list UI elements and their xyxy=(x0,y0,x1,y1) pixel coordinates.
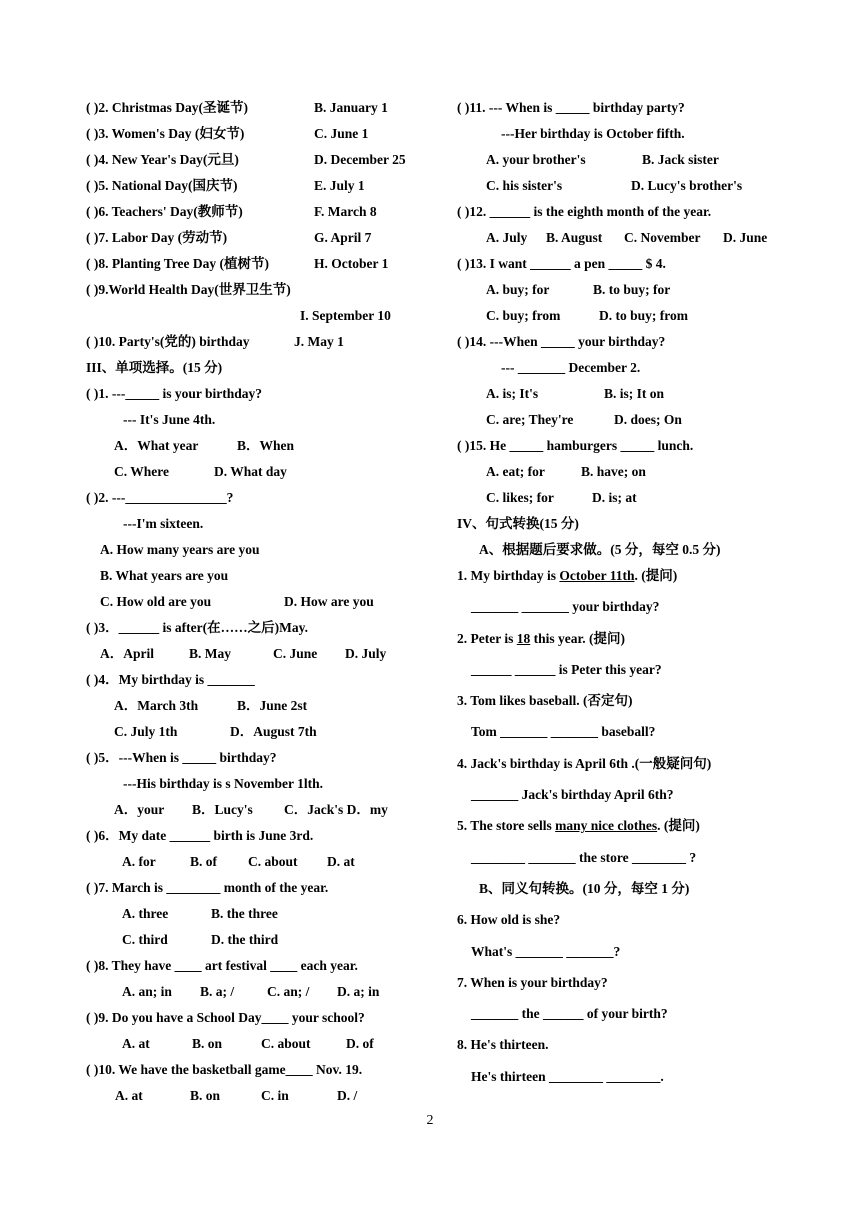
question-12: ( )12. ______ is the eighth month of the year. xyxy=(457,204,712,219)
question-13-options-ab: A. buy; for B. to buy; for xyxy=(486,282,671,297)
matching-item xyxy=(86,228,431,254)
question-5-options: A．your B．Lucy's C．Jack's D．my xyxy=(114,802,388,817)
matching-item-date: C. June 1 xyxy=(314,126,369,141)
transform-3: 3. Tom likes baseball. (否定句) xyxy=(457,693,633,709)
transform-5-answer: ________ _______ the store ________ ? xyxy=(471,849,697,865)
question-11-dialogue: ---Her birthday is October fifth. xyxy=(501,126,685,141)
question-7: ( )7. March is ________ month of the year. xyxy=(86,880,329,895)
right-column xyxy=(457,98,787,1098)
matching-item-date: H. October 1 xyxy=(314,256,389,271)
question-7-options-ab: A. three B. the three xyxy=(122,906,278,921)
question-9-options: A. at B. on C. about D. of xyxy=(122,1036,374,1051)
question-2-option-a: A. How many years are you xyxy=(100,542,260,557)
transform-1: 1. My birthday is October 11th. (提问) xyxy=(457,568,678,583)
matching-item-holiday: ( )7. Labor Day (劳动节) xyxy=(86,230,228,245)
matching-item-holiday: ( )9.World Health Day(世界卫生节) xyxy=(86,282,291,297)
matching-item xyxy=(86,202,431,228)
matching-item-date: B. January 1 xyxy=(314,100,388,115)
question-11: ( )11. --- When is _____ birthday party? xyxy=(457,100,685,115)
question-8-options: A. an; in B. a; / C. an; / D. a; in xyxy=(122,984,380,999)
question-14-options-cd: C. are; They're D. does; On xyxy=(486,412,682,427)
section-3-title: III、单项选择。(15 分) xyxy=(86,360,223,375)
question-2-option-b: B. What years are you xyxy=(100,568,229,583)
transform-8: 8. He's thirteen. xyxy=(457,1037,549,1053)
matching-item-date: E. July 1 xyxy=(314,178,365,193)
question-15-options-ab: A. eat; for B. have; on xyxy=(486,464,646,479)
question-11-options-cd: C. his sister's D. Lucy's brother's xyxy=(486,178,743,193)
transform-4-answer: _______ Jack's birthday April 6th? xyxy=(471,787,674,803)
question-15: ( )15. He _____ hamburgers _____ lunch. xyxy=(457,438,694,453)
question-2: ( )2. ---_______________? xyxy=(86,490,234,505)
question-5: ( )5．---When is _____ birthday? xyxy=(86,750,277,765)
question-6: ( )6．My date ______ birth is June 3rd. xyxy=(86,828,314,843)
transform-3-answer: Tom _______ _______ baseball? xyxy=(471,724,656,740)
matching-item-10: ( )10. Party's(党的) birthday J. May 1 xyxy=(86,334,344,349)
question-7-options-cd: C. third D. the third xyxy=(122,932,279,947)
matching-item xyxy=(86,280,431,306)
transform-7-answer: _______ the ______ of your birth? xyxy=(471,1006,668,1022)
question-3: ( )3．______ is after(在……之后)May. xyxy=(86,620,308,635)
transform-5: 5. The store sells many nice clothes. (提问) xyxy=(457,818,700,834)
question-1-options-ab: A．What year B．When xyxy=(114,438,295,453)
matching-list xyxy=(86,98,431,306)
transform-6: 6. How old is she? xyxy=(457,912,561,928)
question-10: ( )10. We have the basketball game____ Nov. 19. xyxy=(86,1062,363,1077)
section-4a-title: A、根据题后要求做。(5 分，每空 0.5 分) xyxy=(479,542,721,557)
transform-7: 7. When is your birthday? xyxy=(457,974,608,990)
transform-1-answer: _______ _______ your birthday? xyxy=(471,599,660,615)
left-column xyxy=(86,98,431,1112)
question-11-options-ab: A. your brother's B. Jack sister xyxy=(486,152,719,167)
question-4: ( )4．My birthday is _______ xyxy=(86,672,255,687)
matching-item-holiday: ( )8. Planting Tree Day (植树节) xyxy=(86,256,269,271)
question-15-options-cd: C. likes; for D. is; at xyxy=(486,490,637,505)
question-1: ( )1. ---_____ is your birthday? xyxy=(86,386,263,401)
question-4-options-cd: C. July 1th D．August 7th xyxy=(114,724,317,739)
page-number: 2 xyxy=(426,1113,434,1128)
question-9: ( )9. Do you have a School Day____ your school? xyxy=(86,1010,365,1025)
matching-item xyxy=(86,176,431,202)
question-1-options-cd: C. Where D. What day xyxy=(114,464,287,479)
transform-8-answer: He's thirteen ________ ________. xyxy=(471,1068,664,1084)
matching-item-date: G. April 7 xyxy=(314,230,372,245)
matching-item-holiday: ( )4. New Year's Day(元旦) xyxy=(86,152,239,167)
matching-item-holiday: ( )2. Christmas Day(圣诞节) xyxy=(86,100,248,115)
matching-item xyxy=(86,98,431,124)
question-1-dialogue: --- It's June 4th. xyxy=(123,412,216,427)
question-13-options-cd: C. buy; from D. to buy; from xyxy=(486,308,688,323)
question-13: ( )13. I want ______ a pen _____ $ 4. xyxy=(457,256,666,271)
transform-4: 4. Jack's birthday is April 6th .(一般疑问句) xyxy=(457,755,712,771)
transform-6-answer: What's _______ _______? xyxy=(471,943,621,959)
question-8: ( )8. They have ____ art festival ____ each year. xyxy=(86,958,358,973)
matching-item xyxy=(86,254,431,280)
matching-item xyxy=(86,124,431,150)
question-10-options: A. at B. on C. in D. / xyxy=(115,1088,358,1103)
question-14-dialogue: --- _______ December 2. xyxy=(501,360,641,375)
question-6-options: A. for B. of C. about D. at xyxy=(122,854,355,869)
question-5-dialogue: ---His birthday is s November 1lth. xyxy=(123,776,324,791)
matching-item xyxy=(86,150,431,176)
matching-item-date: F. March 8 xyxy=(314,204,377,219)
question-2-dialogue: ---I'm sixteen. xyxy=(123,516,204,531)
question-3-options: A．April B. May C. June D. July xyxy=(100,646,387,661)
question-2-options-cd: C. How old are you D. How are you xyxy=(100,594,374,609)
section-4-title: IV、句式转换(15 分) xyxy=(457,516,579,531)
matching-item-9-option: I. September 10 xyxy=(300,308,391,323)
question-4-options-ab: A．March 3th B．June 2st xyxy=(114,698,308,713)
transform-2: 2. Peter is 18 this year. (提问) xyxy=(457,630,625,646)
question-14-options-ab: A. is; It's B. is; It on xyxy=(486,386,665,401)
transform-2-answer: ______ ______ is Peter this year? xyxy=(471,661,662,677)
section-4b-title: B、同义句转换。(10 分，每空 1 分) xyxy=(479,880,690,896)
question-14: ( )14. ---When _____ your birthday? xyxy=(457,334,666,349)
matching-item-holiday: ( )6. Teachers' Day(教师节) xyxy=(86,204,243,219)
matching-item-holiday: ( )5. National Day(国庆节) xyxy=(86,178,238,193)
question-12-options: A. July B. August C. November D. June xyxy=(486,230,768,245)
matching-item-holiday: ( )3. Women's Day (妇女节) xyxy=(86,126,245,141)
matching-item-date: D. December 25 xyxy=(314,152,406,167)
